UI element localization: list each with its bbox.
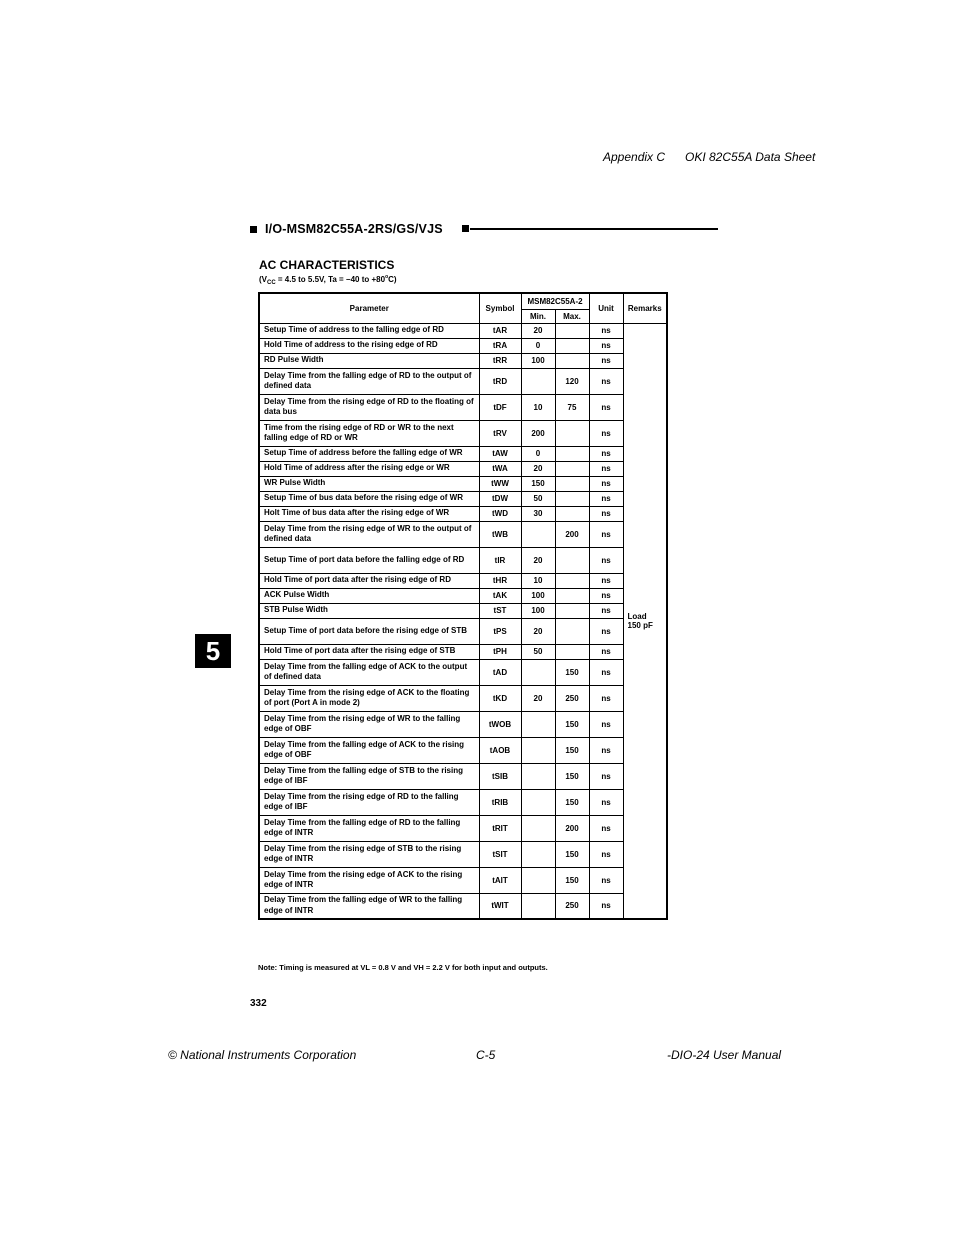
- min-cell: 10: [521, 394, 555, 420]
- max-cell: [555, 338, 589, 353]
- table-row: [259, 659, 667, 685]
- max-cell: [555, 618, 589, 644]
- min-cell: 50: [521, 644, 555, 659]
- symbol-cell: tAIT: [479, 867, 521, 893]
- parameter-cell: Delay Time from the rising edge of WR to the output of defined data: [259, 521, 479, 547]
- min-cell: [521, 659, 555, 685]
- max-cell: 150: [555, 659, 589, 685]
- unit-cell: ns: [589, 841, 623, 867]
- parameter-cell: Time from the rising edge of RD or WR to the next falling edge of RD or WR: [259, 420, 479, 446]
- max-cell: [555, 588, 589, 603]
- min-cell: 0: [521, 446, 555, 461]
- min-cell: [521, 763, 555, 789]
- unit-cell: ns: [589, 644, 623, 659]
- footer-manual: -DIO-24 User Manual: [667, 1048, 782, 1062]
- max-cell: [555, 491, 589, 506]
- unit-cell: ns: [589, 353, 623, 368]
- parameter-cell: Setup Time of address to the falling edge of RD: [259, 323, 479, 338]
- header-doc-title: OKI 82C55A Data Sheet: [685, 150, 816, 164]
- bullet-square-icon: [462, 225, 469, 232]
- min-cell: 20: [521, 461, 555, 476]
- ac-heading: AC CHARACTERISTICS: [259, 258, 395, 272]
- max-cell: [555, 547, 589, 573]
- unit-cell: ns: [589, 573, 623, 588]
- unit-cell: ns: [589, 685, 623, 711]
- max-cell: [555, 461, 589, 476]
- min-cell: 20: [521, 618, 555, 644]
- max-cell: 150: [555, 737, 589, 763]
- max-cell: [555, 476, 589, 491]
- min-cell: [521, 521, 555, 547]
- table-row: [259, 446, 667, 461]
- max-cell: 150: [555, 867, 589, 893]
- parameter-cell: Delay Time from the rising edge of WR to the falling edge of OBF: [259, 711, 479, 737]
- parameter-cell: Setup Time of port data before the rising edge of STB: [259, 618, 479, 644]
- table-row: [259, 461, 667, 476]
- parameter-cell: Setup Time of address before the falling edge of WR: [259, 446, 479, 461]
- unit-cell: ns: [589, 547, 623, 573]
- parameter-cell: Delay Time from the falling edge of WR to the falling edge of INTR: [259, 893, 479, 919]
- max-cell: 150: [555, 789, 589, 815]
- datasheet-page-number: 332: [250, 998, 267, 1009]
- unit-cell: ns: [589, 867, 623, 893]
- section-title-row: [250, 222, 720, 240]
- symbol-cell: tWD: [479, 506, 521, 521]
- symbol-cell: tPS: [479, 618, 521, 644]
- table-row: [259, 353, 667, 368]
- table-row: [259, 815, 667, 841]
- ac-characteristics-table: [258, 292, 668, 920]
- symbol-cell: tWOB: [479, 711, 521, 737]
- parameter-cell: STB Pulse Width: [259, 603, 479, 618]
- table-row: [259, 711, 667, 737]
- symbol-cell: tWIT: [479, 893, 521, 919]
- table-row: [259, 893, 667, 919]
- parameter-cell: Delay Time from the falling edge of RD to the falling edge of INTR: [259, 815, 479, 841]
- section-title: I/O-MSM82C55A-2RS/GS/VJS: [265, 222, 443, 236]
- parameter-cell: WR Pulse Width: [259, 476, 479, 491]
- symbol-cell: tWB: [479, 521, 521, 547]
- bullet-square-icon: [250, 226, 257, 233]
- max-cell: 150: [555, 763, 589, 789]
- parameter-cell: RD Pulse Width: [259, 353, 479, 368]
- min-cell: 50: [521, 491, 555, 506]
- symbol-cell: tSIB: [479, 763, 521, 789]
- table-row: [259, 685, 667, 711]
- unit-cell: ns: [589, 603, 623, 618]
- symbol-cell: tAR: [479, 323, 521, 338]
- min-cell: 150: [521, 476, 555, 491]
- table-row: [259, 506, 667, 521]
- symbol-cell: tST: [479, 603, 521, 618]
- symbol-cell: tAK: [479, 588, 521, 603]
- parameter-cell: Hold Time of address to the rising edge of RD: [259, 338, 479, 353]
- unit-cell: ns: [589, 491, 623, 506]
- unit-cell: ns: [589, 368, 623, 394]
- max-cell: [555, 353, 589, 368]
- parameter-cell: Delay Time from the rising edge of RD to the floating of data bus: [259, 394, 479, 420]
- symbol-cell: tAOB: [479, 737, 521, 763]
- unit-cell: ns: [589, 506, 623, 521]
- max-cell: 150: [555, 841, 589, 867]
- table-row: [259, 644, 667, 659]
- unit-cell: ns: [589, 893, 623, 919]
- table-row: [259, 323, 667, 338]
- symbol-cell: tSIT: [479, 841, 521, 867]
- symbol-cell: tRR: [479, 353, 521, 368]
- unit-cell: ns: [589, 476, 623, 491]
- symbol-cell: tWA: [479, 461, 521, 476]
- min-cell: [521, 815, 555, 841]
- table-row: [259, 338, 667, 353]
- symbol-cell: tRIT: [479, 815, 521, 841]
- min-cell: [521, 737, 555, 763]
- max-cell: [555, 644, 589, 659]
- table-row: [259, 394, 667, 420]
- max-cell: 75: [555, 394, 589, 420]
- max-cell: 250: [555, 893, 589, 919]
- parameter-cell: Hold Time of address after the rising edge or WR: [259, 461, 479, 476]
- min-cell: [521, 789, 555, 815]
- parameter-cell: Setup Time of bus data before the rising edge of WR: [259, 491, 479, 506]
- parameter-cell: Delay Time from the rising edge of ACK to the rising edge of INTR: [259, 867, 479, 893]
- remarks-cell: [623, 323, 667, 919]
- max-cell: 120: [555, 368, 589, 394]
- symbol-cell: tRV: [479, 420, 521, 446]
- table-row: [259, 547, 667, 573]
- min-cell: 100: [521, 603, 555, 618]
- min-cell: [521, 711, 555, 737]
- unit-cell: ns: [589, 789, 623, 815]
- symbol-cell: tDF: [479, 394, 521, 420]
- unit-cell: ns: [589, 711, 623, 737]
- parameter-cell: Hold Time of port data after the rising edge of RD: [259, 573, 479, 588]
- header-parameter: Parameter: [259, 293, 479, 323]
- max-cell: [555, 323, 589, 338]
- table-row: [259, 867, 667, 893]
- parameter-cell: Holt Time of bus data after the rising edge of WR: [259, 506, 479, 521]
- unit-cell: ns: [589, 618, 623, 644]
- timing-note: Note: Timing is measured at VL = 0.8 V and VH = 2.2 V for both input and outputs.: [258, 963, 548, 972]
- table-row: [259, 737, 667, 763]
- parameter-cell: Delay Time from the falling edge of STB to the rising edge of IBF: [259, 763, 479, 789]
- table-row: [259, 618, 667, 644]
- header-appendix: Appendix C: [603, 150, 666, 164]
- table-row: [259, 573, 667, 588]
- header-group: MSM82C55A-2: [521, 293, 589, 309]
- max-cell: 200: [555, 815, 589, 841]
- remarks-load: Load: [627, 611, 647, 621]
- min-cell: 20: [521, 323, 555, 338]
- max-cell: 150: [555, 711, 589, 737]
- table-row: [259, 476, 667, 491]
- min-cell: 30: [521, 506, 555, 521]
- symbol-cell: tHR: [479, 573, 521, 588]
- table-row: [259, 588, 667, 603]
- table-row: [259, 841, 667, 867]
- min-cell: 10: [521, 573, 555, 588]
- unit-cell: ns: [589, 737, 623, 763]
- ac-conditions: ($V_{CC} = 4.5$ to 5.5V, Ta = −40 to $+80^oC$): [259, 274, 397, 286]
- min-cell: 20: [521, 685, 555, 711]
- title-rule: [470, 228, 718, 230]
- table-row: [259, 420, 667, 446]
- symbol-cell: tPH: [479, 644, 521, 659]
- max-cell: [555, 420, 589, 446]
- max-cell: [555, 506, 589, 521]
- min-cell: [521, 893, 555, 919]
- symbol-cell: tIR: [479, 547, 521, 573]
- header-min: Min.: [521, 309, 555, 323]
- unit-cell: ns: [589, 659, 623, 685]
- min-cell: 100: [521, 588, 555, 603]
- unit-cell: ns: [589, 394, 623, 420]
- max-cell: [555, 603, 589, 618]
- table-row: [259, 789, 667, 815]
- symbol-cell: tRIB: [479, 789, 521, 815]
- parameter-cell: ACK Pulse Width: [259, 588, 479, 603]
- table-row: [259, 603, 667, 618]
- footer-page: C-5: [476, 1048, 496, 1062]
- min-cell: 0: [521, 338, 555, 353]
- header-remarks: Remarks: [623, 293, 667, 323]
- table-row: [259, 368, 667, 394]
- min-cell: [521, 368, 555, 394]
- symbol-cell: tRA: [479, 338, 521, 353]
- symbol-cell: tRD: [479, 368, 521, 394]
- symbol-cell: tAW: [479, 446, 521, 461]
- chapter-tab: 5: [195, 634, 231, 668]
- parameter-cell: Delay Time from the rising edge of ACK to the floating of port (Port A in mode 2): [259, 685, 479, 711]
- symbol-cell: tWW: [479, 476, 521, 491]
- min-cell: [521, 867, 555, 893]
- unit-cell: ns: [589, 815, 623, 841]
- unit-cell: ns: [589, 446, 623, 461]
- parameter-cell: Setup Time of port data before the falling edge of RD: [259, 547, 479, 573]
- min-cell: 200: [521, 420, 555, 446]
- unit-cell: ns: [589, 763, 623, 789]
- min-cell: [521, 841, 555, 867]
- parameter-cell: Delay Time from the falling edge of ACK to the output of defined data: [259, 659, 479, 685]
- parameter-cell: Delay Time from the falling edge of ACK to the rising edge of OBF: [259, 737, 479, 763]
- table-row: [259, 491, 667, 506]
- unit-cell: ns: [589, 323, 623, 338]
- parameter-cell: Delay Time from the falling edge of RD to the output of defined data: [259, 368, 479, 394]
- unit-cell: ns: [589, 420, 623, 446]
- footer-copyright: © National Instruments Corporation: [168, 1048, 357, 1062]
- max-cell: [555, 446, 589, 461]
- table-row: [259, 763, 667, 789]
- unit-cell: ns: [589, 338, 623, 353]
- remarks-capacitance: 150 pF: [627, 620, 653, 630]
- header-max: Max.: [555, 309, 589, 323]
- min-cell: 20: [521, 547, 555, 573]
- unit-cell: ns: [589, 461, 623, 476]
- symbol-cell: tAD: [479, 659, 521, 685]
- header-unit: Unit: [589, 293, 623, 323]
- max-cell: 200: [555, 521, 589, 547]
- table-row: [259, 521, 667, 547]
- symbol-cell: tKD: [479, 685, 521, 711]
- header-symbol: Symbol: [479, 293, 521, 323]
- max-cell: 250: [555, 685, 589, 711]
- symbol-cell: tDW: [479, 491, 521, 506]
- unit-cell: ns: [589, 521, 623, 547]
- unit-cell: ns: [589, 588, 623, 603]
- min-cell: 100: [521, 353, 555, 368]
- parameter-cell: Hold Time of port data after the rising edge of STB: [259, 644, 479, 659]
- parameter-cell: Delay Time from the rising edge of RD to the falling edge of IBF: [259, 789, 479, 815]
- parameter-cell: Delay Time from the rising edge of STB to the rising edge of INTR: [259, 841, 479, 867]
- max-cell: [555, 573, 589, 588]
